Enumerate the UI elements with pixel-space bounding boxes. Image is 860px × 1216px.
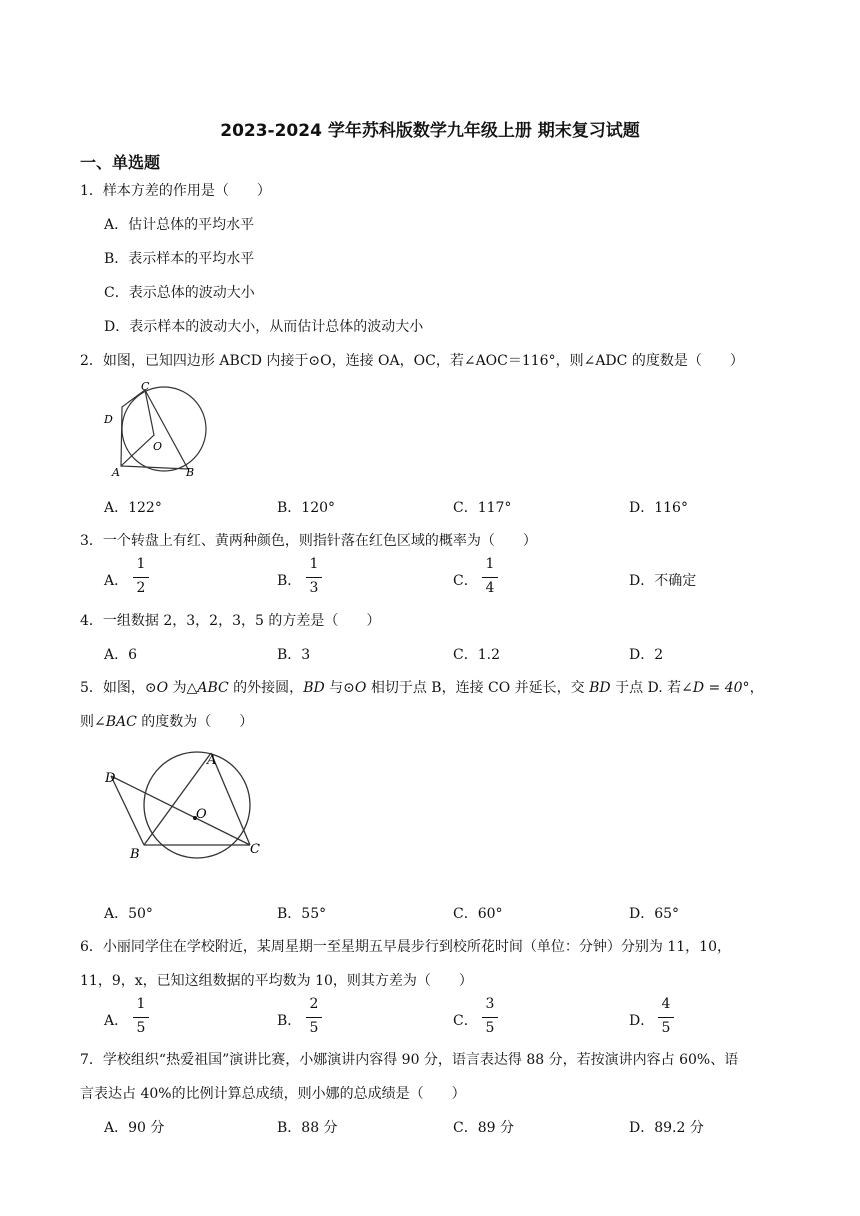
question-6-stem-2: 11，9，x，已知这组数据的平均数为 10，则其方差为（ ）	[80, 973, 473, 989]
q5-label-c: C	[250, 842, 260, 857]
q5-option-c: C．60°	[453, 906, 503, 922]
q7-option-a: A．90 分	[104, 1120, 165, 1136]
q4-option-d: D．2	[629, 647, 664, 663]
q7-option-b: B．88 分	[277, 1120, 338, 1136]
question-5-stem: 5．如图，⊙O 为△ABC 的外接圆，BD 与⊙O 相切于点 B，连接 CO 并延长，交 BD 于点 D. 若∠D = 40°，	[80, 680, 764, 696]
q1-option-d: D．表示样本的波动大小，从而估计总体的波动大小	[104, 319, 424, 335]
q5-option-b: B．55°	[277, 906, 327, 922]
q1-option-a: A．估计总体的平均水平	[104, 217, 255, 233]
q2-option-d: D．116°	[629, 500, 688, 516]
q2-label-c: C	[141, 380, 150, 393]
q1-option-c: C．表示总体的波动大小	[104, 285, 255, 301]
q2-option-c: C．117°	[453, 500, 512, 516]
q5-option-a: A．50°	[104, 906, 153, 922]
q5-label-a: A	[207, 753, 217, 768]
q2-label-b: B	[186, 466, 195, 479]
question-4-stem: 4．一组数据 2，3，2，3，5 的方差是（ ）	[80, 613, 381, 629]
q5-label-b: B	[130, 847, 140, 860]
q4-option-b: B．3	[277, 647, 311, 663]
q5-label-d: D	[105, 771, 116, 786]
q2-label-d: D	[104, 413, 113, 426]
question-7-stem-2: 言表达占 40%的比例计算总成绩，则小娜的总成绩是（ ）	[80, 1086, 466, 1102]
q2-label-o: O	[153, 440, 163, 453]
question-1-stem: 1．样本方差的作用是（ ）	[80, 183, 271, 199]
q1-option-b: B．表示样本的平均水平	[104, 251, 255, 267]
question-3-stem: 3．一个转盘上有红、黄两种颜色，则指针落在红色区域的概率为（ ）	[80, 533, 537, 549]
section-heading: 一、单选题	[80, 153, 161, 172]
q4-option-c: C．1.2	[453, 647, 500, 663]
q4-option-a: A．6	[104, 647, 138, 663]
question-2-stem: 2．如图，已知四边形 ABCD 内接于⊙O，连接 OA，OC，若∠AOC＝116°，则∠ADC 的度数是（ ）	[80, 353, 744, 369]
q3-option-d: D．不确定	[629, 573, 697, 589]
q5-circle-figure	[98, 748, 274, 860]
q5-label-o: O	[196, 807, 207, 822]
q7-option-c: C．89 分	[453, 1120, 514, 1136]
question-6-stem: 6．小丽同学住在学校附近，某周星期一至星期五早晨步行到校所花时间（单位：分钟）分别为 11，10，	[80, 939, 731, 955]
page-title: 2023-2024 学年苏科版数学九年级上册 期末复习试题	[220, 121, 640, 141]
q2-label-a: A	[112, 466, 120, 479]
question-7-stem: 7．学校组织“热爱祖国”演讲比赛，小娜演讲内容得 90 分，语言表达得 88 分，若按演讲内容占 60%、语	[80, 1052, 739, 1068]
question-5-stem-2: 则∠BAC 的度数为（ ）	[80, 714, 254, 730]
q2-option-a: A．122°	[104, 500, 162, 516]
q2-option-b: B．120°	[277, 500, 336, 516]
q5-option-d: D．65°	[629, 906, 680, 922]
q7-option-d: D．89.2 分	[629, 1120, 704, 1136]
q2-circle-figure	[98, 378, 230, 482]
